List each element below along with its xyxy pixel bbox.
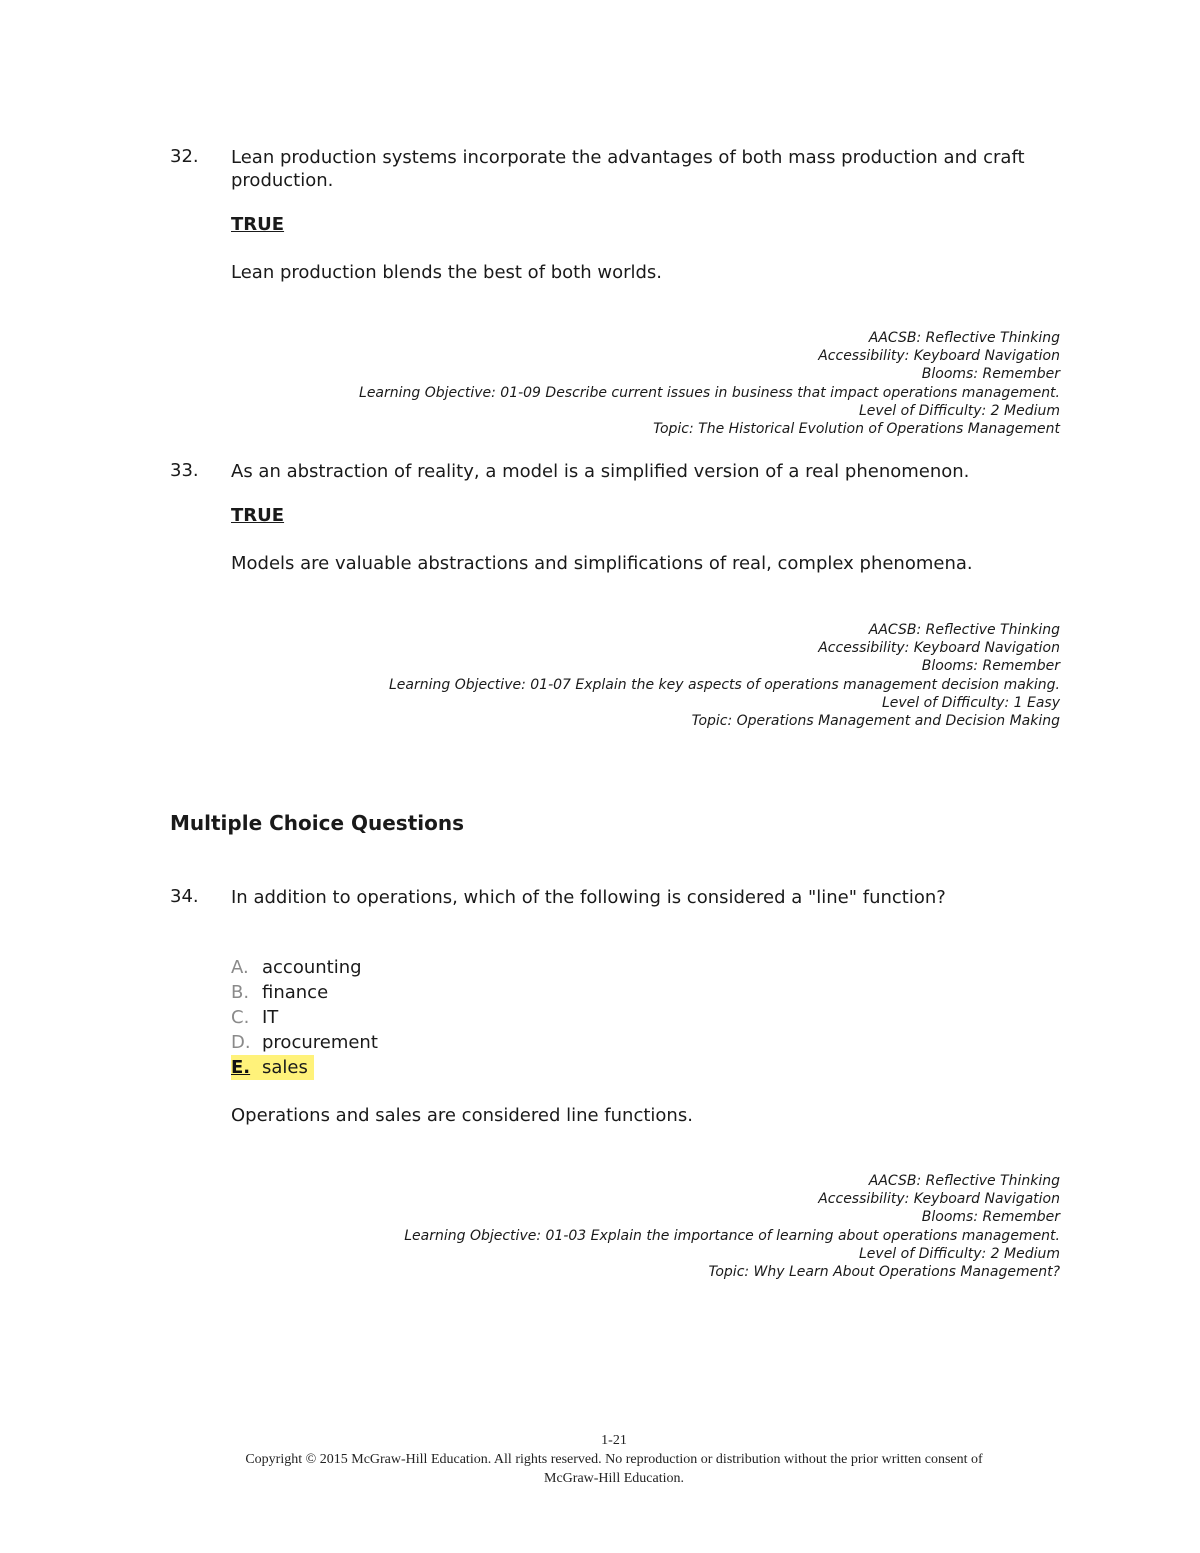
meta-aacsb: AACSB: Reflective Thinking <box>868 1173 1060 1189</box>
meta-learning-objective: Learning Objective: 01-03 Explain the importance of learning about operations management. <box>404 1227 1060 1244</box>
question-number: 33. <box>170 460 199 481</box>
question-number: 32. <box>170 146 199 167</box>
choice-text: accounting <box>262 957 362 978</box>
choice-b <box>231 980 378 1005</box>
meta-aacsb: AACSB: Reflective Thinking <box>868 622 1060 638</box>
choice-text: finance <box>262 982 329 1003</box>
meta-learning-objective: Learning Objective: 01-07 Explain the key aspects of operations management decision making. <box>388 676 1060 693</box>
choice-letter: E. <box>231 1057 251 1078</box>
explanation: Operations and sales are considered line functions. <box>231 1105 693 1126</box>
answer-label: TRUE <box>231 505 285 526</box>
explanation: Lean production blends the best of both worlds. <box>231 262 663 283</box>
choice-a <box>231 955 378 980</box>
question-34 <box>170 0 1060 1400</box>
question-number: 34. <box>170 886 199 907</box>
explanation: Models are valuable abstractions and simplifications of real, complex phenomena. <box>231 553 973 574</box>
meta-accessibility: Accessibility: Keyboard Navigation <box>818 348 1060 365</box>
meta-topic: Topic: The Historical Evolution of Operations Management <box>653 421 1060 438</box>
choice-text: sales <box>262 1057 308 1078</box>
question-metadata <box>404 1172 1060 1281</box>
meta-accessibility: Accessibility: Keyboard Navigation <box>818 640 1060 657</box>
choice-letter: C. <box>231 1007 250 1028</box>
meta-blooms: Blooms: Remember <box>921 1209 1060 1226</box>
choice-letter: A. <box>231 957 249 978</box>
choice-letter: D. <box>231 1032 251 1053</box>
meta-aacsb: AACSB: Reflective Thinking <box>868 330 1060 346</box>
meta-topic: Topic: Operations Management and Decision Making <box>691 713 1060 730</box>
copyright-line-1: Copyright © 2015 McGraw-Hill Education. All rights reserved. No reproduction or distribution without the prior written consent of <box>245 1452 983 1467</box>
choice-text: IT <box>262 1007 279 1028</box>
meta-difficulty: Level of Difficulty: 1 Easy <box>881 694 1060 711</box>
meta-blooms: Blooms: Remember <box>921 366 1060 383</box>
question-text: As an abstraction of reality, a model is a simplified version of a real phenomenon. <box>231 461 970 482</box>
meta-difficulty: Level of Difficulty: 2 Medium <box>859 1245 1060 1262</box>
meta-blooms: Blooms: Remember <box>921 658 1060 675</box>
answer-label: TRUE <box>231 214 285 235</box>
meta-accessibility: Accessibility: Keyboard Navigation <box>818 1191 1060 1208</box>
meta-difficulty: Level of Difficulty: 2 Medium <box>859 402 1060 419</box>
question-text: In addition to operations, which of the following is considered a "line" function? <box>231 887 946 908</box>
answer-choices <box>231 955 378 1080</box>
choice-c <box>231 1005 378 1030</box>
choice-text: procurement <box>262 1032 378 1053</box>
meta-learning-objective: Learning Objective: 01-09 Describe current issues in business that impact operations management. <box>359 384 1060 401</box>
copyright-line-2: McGraw-Hill Education. <box>544 1471 684 1486</box>
page-footer <box>0 1431 1200 1488</box>
choice-letter: B. <box>231 982 250 1003</box>
choice-d <box>231 1030 378 1055</box>
section-heading: Multiple Choice Questions <box>170 811 465 835</box>
page-number: 1-21 <box>601 1433 627 1448</box>
question-text: Lean production systems incorporate the advantages of both mass production and craft production. <box>231 147 1025 191</box>
meta-topic: Topic: Why Learn About Operations Management? <box>708 1264 1060 1281</box>
choice-e-correct <box>231 1055 314 1080</box>
